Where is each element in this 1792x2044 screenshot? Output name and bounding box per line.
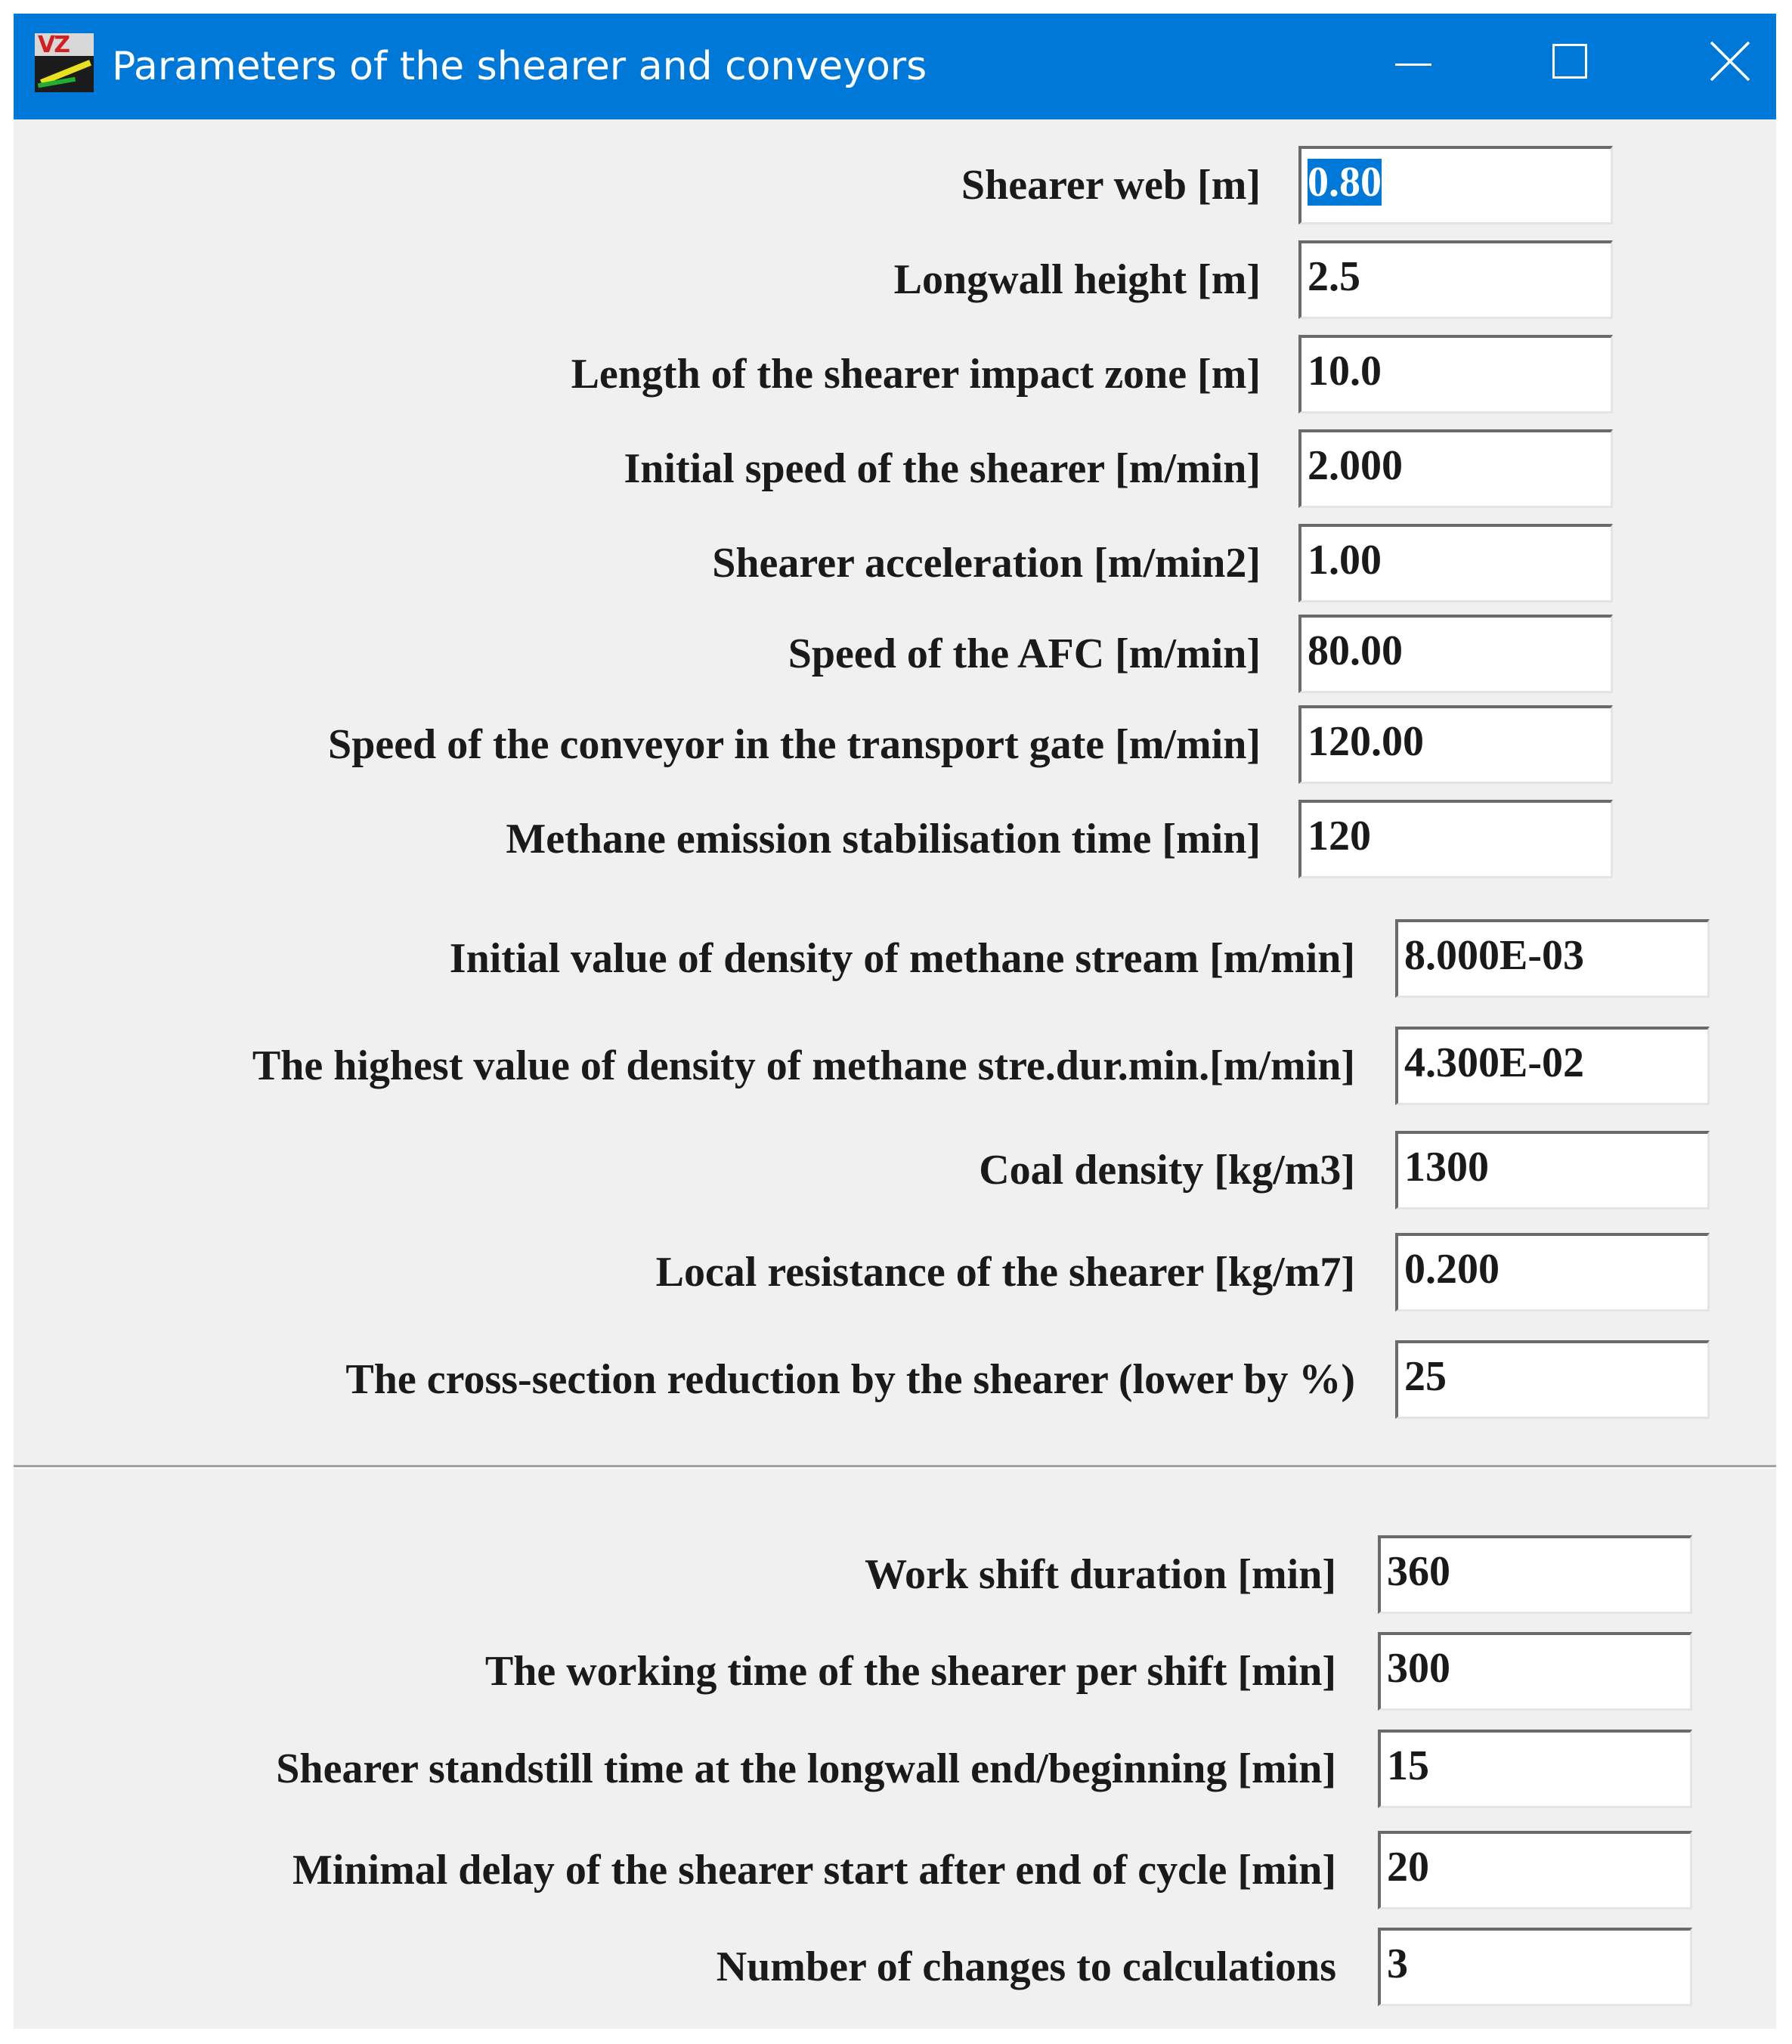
highest-density-field[interactable]: 4.300E-02 <box>1395 1027 1710 1105</box>
param-label: Number of changes to calculations <box>716 1943 1336 1990</box>
param-row-highest-density <box>14 1027 1776 1105</box>
param-label: Coal density [kg/m3] <box>979 1147 1355 1194</box>
param-row-afc-speed <box>14 615 1776 693</box>
param-row-acceleration <box>14 524 1776 602</box>
param-label: Work shift duration [min] <box>865 1551 1336 1598</box>
dialog-window <box>14 14 1776 2029</box>
param-label: Shearer acceleration [m/min2] <box>712 540 1261 587</box>
param-row-cross-section <box>14 1340 1776 1419</box>
number-of-changes-field[interactable]: 3 <box>1378 1928 1692 2006</box>
longwall-height-field[interactable]: 2.5 <box>1298 240 1613 319</box>
section-divider <box>14 1465 1776 1469</box>
maximize-icon <box>1552 44 1587 79</box>
local-resistance-field[interactable]: 0.200 <box>1395 1233 1710 1312</box>
shift-duration-field[interactable]: 360 <box>1378 1535 1692 1614</box>
param-row-impact-zone <box>14 335 1776 413</box>
minimize-button[interactable] <box>1373 14 1456 119</box>
close-icon <box>1710 41 1750 82</box>
param-row-gate-conveyor-speed <box>14 705 1776 784</box>
param-row-shearer-web <box>14 146 1776 225</box>
param-row-number-of-changes <box>14 1928 1776 2006</box>
working-time-field[interactable]: 300 <box>1378 1632 1692 1711</box>
param-label: Local resistance of the shearer [kg/m7] <box>655 1249 1355 1296</box>
param-label: Initial value of density of methane stream [m/min] <box>449 935 1355 982</box>
minimize-icon <box>1395 63 1431 66</box>
param-label: The working time of the shearer per shift [min] <box>484 1648 1336 1695</box>
param-row-shift-duration <box>14 1535 1776 1614</box>
param-label: Minimal delay of the shearer start after end of cycle [min] <box>292 1847 1336 1894</box>
maximize-button[interactable] <box>1530 14 1613 119</box>
impact-zone-length-field[interactable]: 10.0 <box>1298 335 1613 413</box>
param-label: Speed of the conveyor in the transport gate [m/min] <box>328 721 1261 768</box>
param-label: Initial speed of the shearer [m/min] <box>624 445 1261 492</box>
param-row-minimal-delay <box>14 1831 1776 1909</box>
param-label: Speed of the AFC [m/min] <box>788 630 1261 677</box>
shearer-web-field[interactable]: 0.80 <box>1298 146 1613 225</box>
param-row-initial-speed <box>14 429 1776 508</box>
param-row-local-resistance <box>14 1233 1776 1312</box>
param-row-standstill-time <box>14 1730 1776 1808</box>
cross-section-reduction-field[interactable]: 25 <box>1395 1340 1710 1419</box>
initial-speed-field[interactable]: 2.000 <box>1298 429 1613 508</box>
param-row-working-time <box>14 1632 1776 1711</box>
window-title: Parameters of the shearer and conveyors <box>112 44 927 89</box>
afc-speed-field[interactable]: 80.00 <box>1298 615 1613 693</box>
param-row-coal-density <box>14 1131 1776 1209</box>
param-label: The cross-section reduction by the shearer (lower by %) <box>345 1356 1355 1403</box>
shearer-acceleration-field[interactable]: 1.00 <box>1298 524 1613 602</box>
param-label: The highest value of density of methane stre.dur.min.[m/min] <box>252 1042 1355 1089</box>
param-label: Shearer web [m] <box>961 162 1261 209</box>
param-row-stabilisation-time <box>14 800 1776 878</box>
coal-density-field[interactable]: 1300 <box>1395 1131 1710 1209</box>
standstill-time-field[interactable]: 15 <box>1378 1730 1692 1808</box>
param-label: Length of the shearer impact zone [m] <box>571 351 1261 398</box>
app-chart-icon[interactable]: VZ <box>35 33 94 92</box>
param-row-longwall-height <box>14 240 1776 319</box>
param-row-initial-density <box>14 919 1776 998</box>
param-label: Methane emission stabilisation time [min] <box>506 816 1261 863</box>
stabilisation-time-field[interactable]: 120 <box>1298 800 1613 878</box>
minimal-delay-field[interactable]: 20 <box>1378 1831 1692 1909</box>
initial-density-field[interactable]: 8.000E-03 <box>1395 919 1710 998</box>
close-button[interactable] <box>1688 14 1772 119</box>
param-label: Longwall height [m] <box>893 256 1261 303</box>
param-label: Shearer standstill time at the longwall end/beginning [min] <box>276 1745 1336 1792</box>
gate-conveyor-speed-field[interactable]: 120.00 <box>1298 705 1613 784</box>
title-bar[interactable] <box>14 14 1776 119</box>
